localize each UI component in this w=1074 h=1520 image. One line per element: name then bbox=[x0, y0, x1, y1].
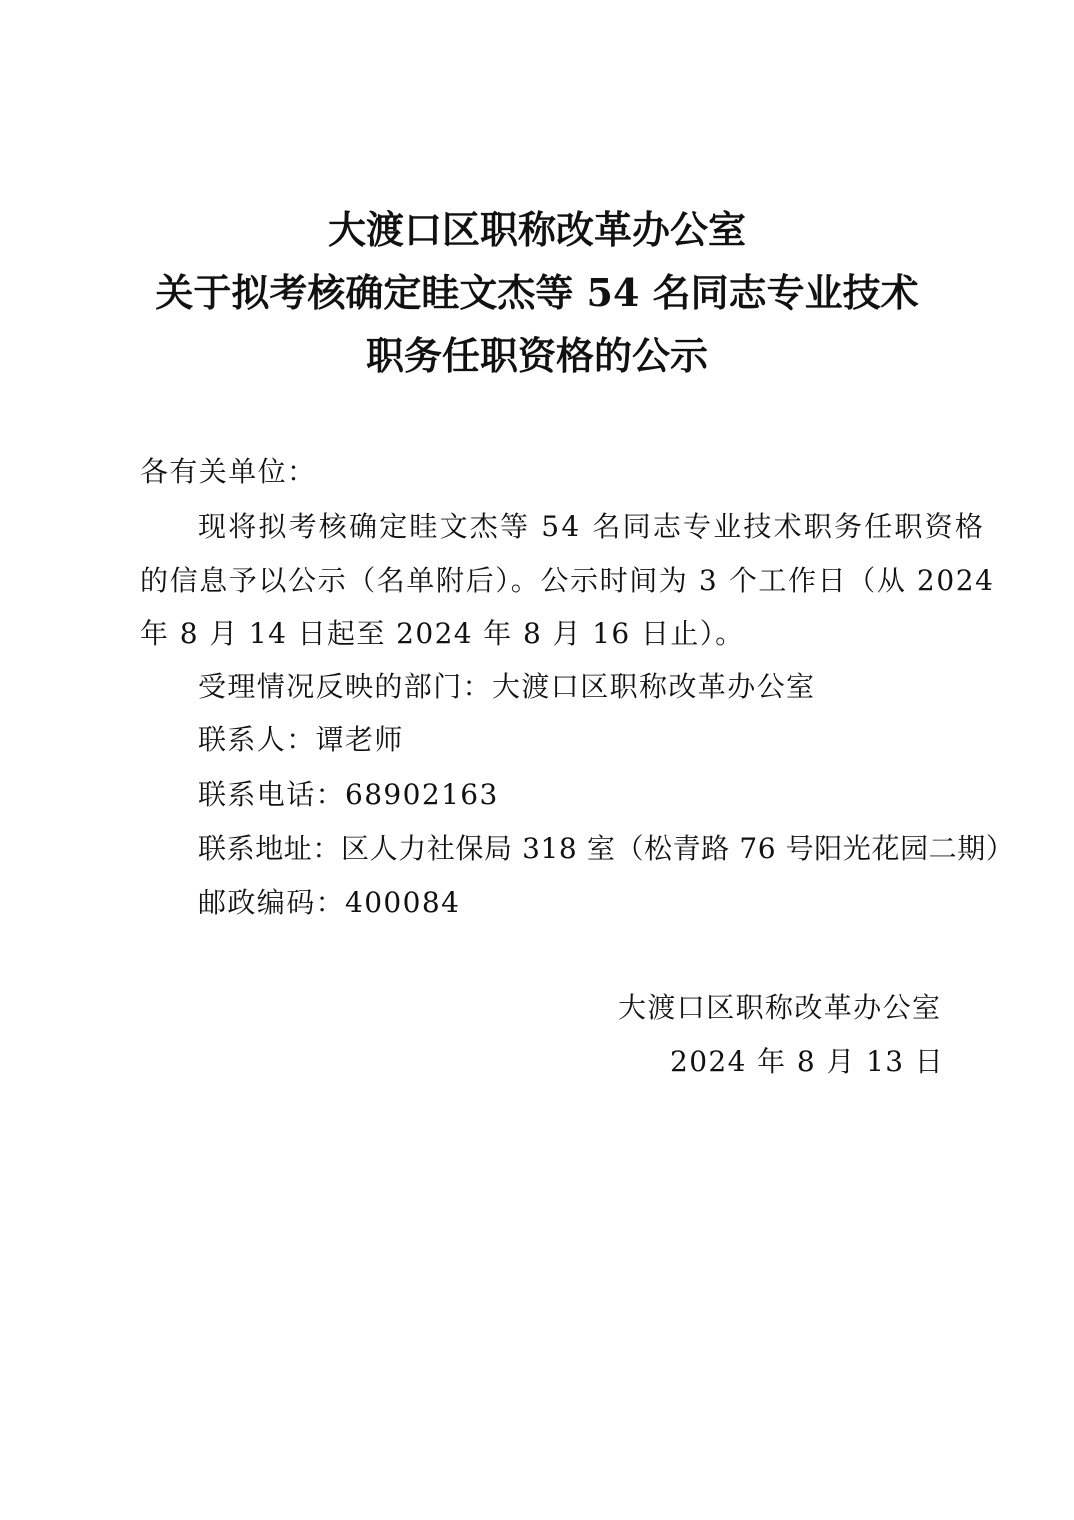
body-line-2: 的信息予以公示（名单附后）。公示时间为 3 个工作日（从 2024 bbox=[140, 564, 995, 597]
signature-organization: 大渡口区职称改革办公室 bbox=[618, 991, 942, 1024]
info-address: 联系地址：区人力社保局 318 室（松青路 76 号阳光花园二期） bbox=[198, 832, 1015, 865]
body-line-3: 年 8 月 14 日起至 2024 年 8 月 16 日止）。 bbox=[140, 617, 745, 650]
info-postal-code: 邮政编码：400084 bbox=[198, 886, 461, 919]
body-line-1: 现将拟考核确定眭文杰等 54 名同志专业技术职务任职资格 bbox=[198, 510, 986, 543]
info-phone: 联系电话：68902163 bbox=[198, 778, 499, 811]
signature-date: 2024 年 8 月 13 日 bbox=[670, 1045, 945, 1078]
title-line-1: 大渡口区职称改革办公室 bbox=[327, 207, 746, 252]
info-department: 受理情况反映的部门：大渡口区职称改革办公室 bbox=[198, 670, 816, 703]
title-line-2: 关于拟考核确定眭文杰等 54 名同志专业技术 bbox=[155, 270, 919, 315]
title-line-3: 职务任职资格的公示 bbox=[365, 333, 708, 378]
info-contact-person: 联系人：谭老师 bbox=[198, 723, 404, 756]
salutation: 各有关单位： bbox=[140, 455, 317, 488]
